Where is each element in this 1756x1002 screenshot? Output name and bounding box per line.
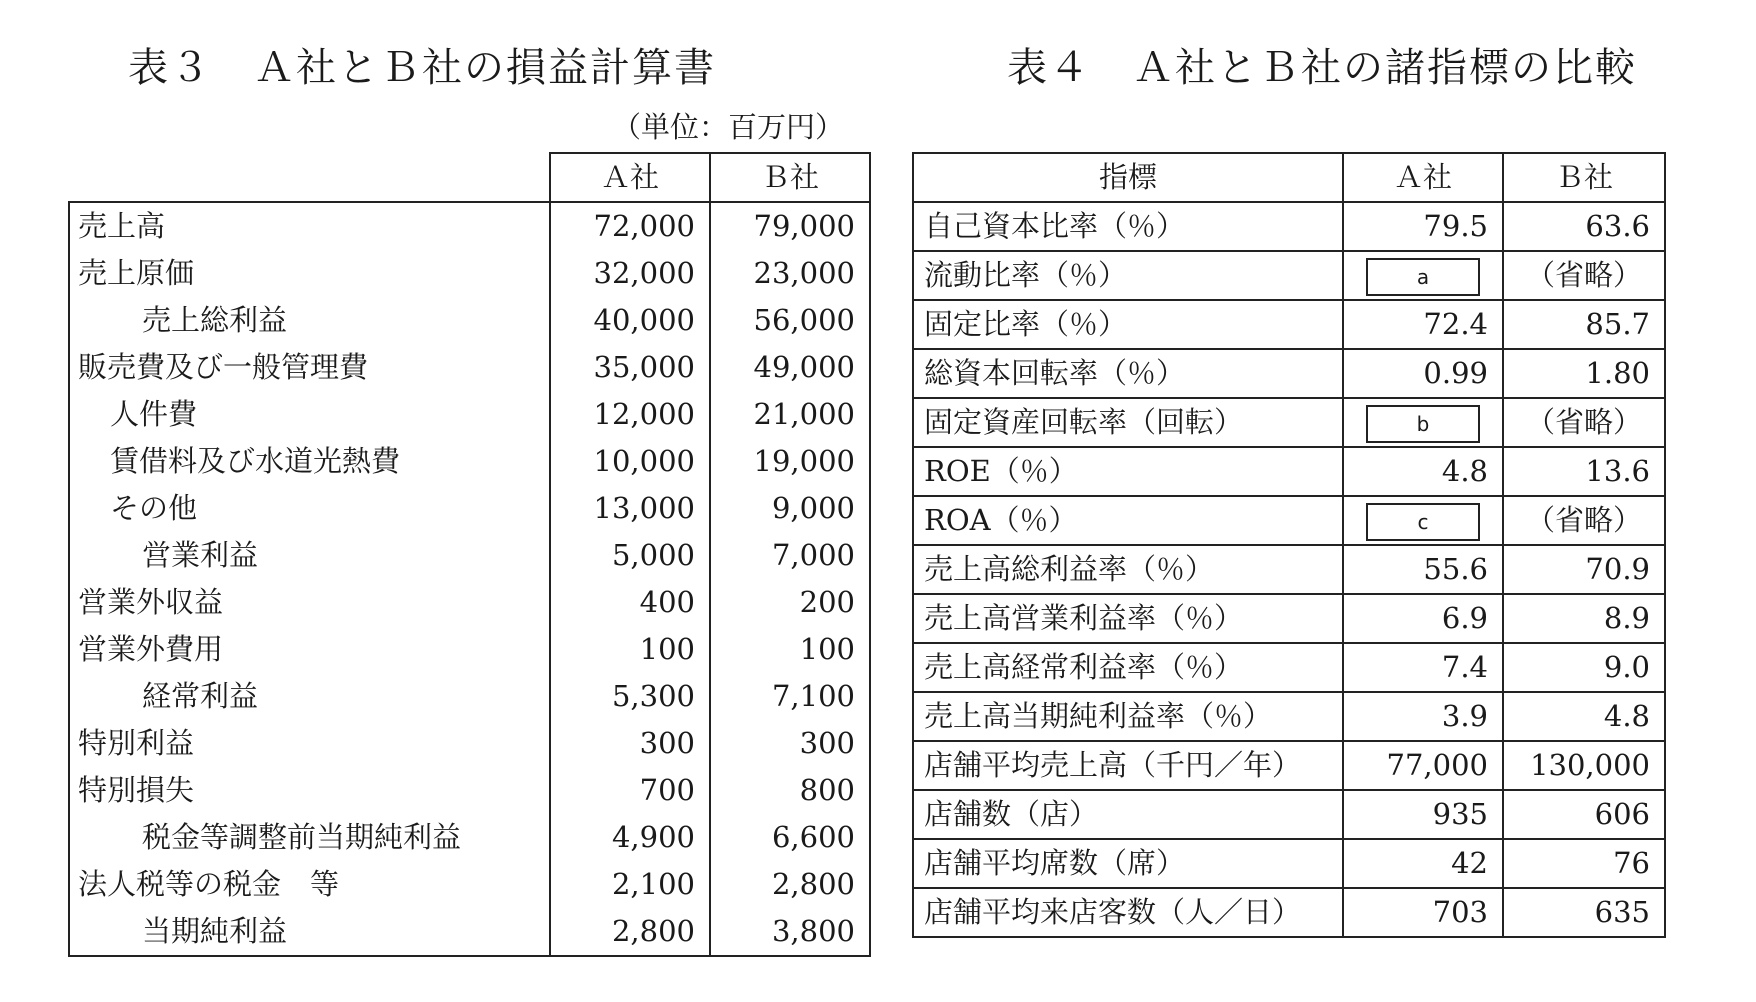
- table3-row: [69, 391, 870, 438]
- table4-value-b: （省略）: [1503, 496, 1665, 545]
- table3-value-b: 21,000: [710, 391, 870, 438]
- answer-blank-box: c: [1366, 503, 1480, 541]
- table4-row-label: 固定資産回転率（回転）: [913, 398, 1343, 447]
- table4-row-label: 店舗数（店）: [913, 790, 1343, 839]
- table3-unit-label: （単位：百万円）: [612, 110, 845, 144]
- table3-value-a: 700: [550, 767, 710, 814]
- table4-value-a: 72.4: [1343, 300, 1503, 349]
- table4-value-b: 70.9: [1503, 545, 1665, 594]
- table4-value-b: （省略）: [1503, 398, 1665, 447]
- table4-row-label: ROA（％）: [913, 496, 1343, 545]
- table4-value-a: 6.9: [1343, 594, 1503, 643]
- table3-row-label: 賃借料及び水道光熱費: [69, 438, 550, 485]
- table4-row-label: 流動比率（％）: [913, 251, 1343, 300]
- table3-row-label: 経常利益: [69, 673, 550, 720]
- table3-value-a: 40,000: [550, 297, 710, 344]
- table3-row-label: 法人税等の税金 等: [69, 861, 550, 908]
- table4-row: [913, 790, 1665, 839]
- table4-body: [913, 202, 1665, 937]
- table3-row: [69, 579, 870, 626]
- table4-row-label: 売上高当期純利益率（％）: [913, 692, 1343, 741]
- table4-value-a: 3.9: [1343, 692, 1503, 741]
- table4-row: [913, 545, 1665, 594]
- table3-row-label: 売上原価: [69, 250, 550, 297]
- table3-row: [69, 908, 870, 956]
- table4-value-b: 4.8: [1503, 692, 1665, 741]
- table3-value-a: 2,100: [550, 861, 710, 908]
- table3-row-label: 販売費及び一般管理費: [69, 344, 550, 391]
- table3-row-label: 営業外収益: [69, 579, 550, 626]
- table3-value-b: 300: [710, 720, 870, 767]
- table4-row-label: 固定比率（％）: [913, 300, 1343, 349]
- table4-col-header-b: Ｂ社: [1503, 153, 1665, 202]
- table3-body: [69, 202, 870, 956]
- table4-value-b: 606: [1503, 790, 1665, 839]
- table4-row: [913, 692, 1665, 741]
- table3-row: [69, 250, 870, 297]
- table4-row: [913, 839, 1665, 888]
- table4-row-label: 自己資本比率（％）: [913, 202, 1343, 251]
- table3-value-b: 9,000: [710, 485, 870, 532]
- table4-row: [913, 251, 1665, 300]
- table4-row: [913, 447, 1665, 496]
- table3-value-b: 800: [710, 767, 870, 814]
- table3-row-label: 売上総利益: [69, 297, 550, 344]
- table4-row: [913, 594, 1665, 643]
- table3-value-a: 2,800: [550, 908, 710, 956]
- table3-value-a: 5,000: [550, 532, 710, 579]
- table4-value-b: （省略）: [1503, 251, 1665, 300]
- table3-title: 表３ Ａ社とＢ社の損益計算書: [128, 45, 716, 91]
- table3-row: [69, 202, 870, 250]
- table3-value-b: 2,800: [710, 861, 870, 908]
- table4-value-b: 8.9: [1503, 594, 1665, 643]
- table4-value-a: [1343, 398, 1503, 447]
- table4-row-label: 売上高営業利益率（％）: [913, 594, 1343, 643]
- table4-value-b: 13.6: [1503, 447, 1665, 496]
- table4-value-a: 77,000: [1343, 741, 1503, 790]
- table4-row: [913, 300, 1665, 349]
- table4-value-a: 7.4: [1343, 643, 1503, 692]
- table3-row: [69, 532, 870, 579]
- table4-value-b: 85.7: [1503, 300, 1665, 349]
- table4-value-a: 79.5: [1343, 202, 1503, 251]
- table3-row: [69, 297, 870, 344]
- table4-col-header-a: Ａ社: [1343, 153, 1503, 202]
- answer-blank-box: b: [1366, 405, 1480, 443]
- table4-row: [913, 349, 1665, 398]
- table4-title: 表４ Ａ社とＢ社の諸指標の比較: [1007, 45, 1637, 91]
- table3-value-b: 79,000: [710, 202, 870, 250]
- table3-value-b: 49,000: [710, 344, 870, 391]
- table4-row-label: 売上高総利益率（％）: [913, 545, 1343, 594]
- table3-value-a: 13,000: [550, 485, 710, 532]
- table4-value-a: 703: [1343, 888, 1503, 937]
- table3-row: [69, 626, 870, 673]
- table4-value-a: 4.8: [1343, 447, 1503, 496]
- table3-row: [69, 814, 870, 861]
- table3-row-label: 人件費: [69, 391, 550, 438]
- table3-row: [69, 485, 870, 532]
- income-statement-table: [68, 152, 871, 957]
- table3-value-b: 3,800: [710, 908, 870, 956]
- table4-value-a: 55.6: [1343, 545, 1503, 594]
- table3-value-a: 72,000: [550, 202, 710, 250]
- table3-value-a: 35,000: [550, 344, 710, 391]
- table3-value-a: 4,900: [550, 814, 710, 861]
- table3-value-a: 12,000: [550, 391, 710, 438]
- table3-row-label: その他: [69, 485, 550, 532]
- table3-value-a: 10,000: [550, 438, 710, 485]
- table3-value-b: 6,600: [710, 814, 870, 861]
- table4-value-b: 1.80: [1503, 349, 1665, 398]
- table3-value-b: 56,000: [710, 297, 870, 344]
- table4-value-b: 76: [1503, 839, 1665, 888]
- table4-row-label: 店舗平均席数（席）: [913, 839, 1343, 888]
- table3-value-b: 200: [710, 579, 870, 626]
- table3-row-label: 特別利益: [69, 720, 550, 767]
- table3-value-a: 32,000: [550, 250, 710, 297]
- table3-col-header-a: Ａ社: [550, 153, 710, 202]
- table3-row: [69, 861, 870, 908]
- table4-row-label: 売上高経常利益率（％）: [913, 643, 1343, 692]
- table4-value-b: 130,000: [1503, 741, 1665, 790]
- table4-value-a: [1343, 251, 1503, 300]
- table3-row-label: 当期純利益: [69, 908, 550, 956]
- table4-value-a: [1343, 496, 1503, 545]
- table4-col-header-indicator: 指標: [913, 153, 1343, 202]
- table4-row: [913, 496, 1665, 545]
- table4-row: [913, 398, 1665, 447]
- table4-row-label: 店舗平均売上高（千円／年）: [913, 741, 1343, 790]
- table4-row-label: ROE（％）: [913, 447, 1343, 496]
- table3-value-b: 23,000: [710, 250, 870, 297]
- table3-col-header-b: Ｂ社: [710, 153, 870, 202]
- table3-row: [69, 767, 870, 814]
- table3-value-a: 400: [550, 579, 710, 626]
- table4-row: [913, 643, 1665, 692]
- table3-value-a: 100: [550, 626, 710, 673]
- indicator-comparison-table: [912, 152, 1666, 938]
- table3-row: [69, 438, 870, 485]
- table4-value-b: 9.0: [1503, 643, 1665, 692]
- table3-row-label: 税金等調整前当期純利益: [69, 814, 550, 861]
- table4-value-b: 63.6: [1503, 202, 1665, 251]
- table3-value-b: 7,100: [710, 673, 870, 720]
- table3-row: [69, 673, 870, 720]
- table4-value-a: 42: [1343, 839, 1503, 888]
- table3-row: [69, 344, 870, 391]
- table3-value-b: 19,000: [710, 438, 870, 485]
- table3-value-b: 7,000: [710, 532, 870, 579]
- table3-row-label: 売上高: [69, 202, 550, 250]
- table3-row-label: 営業外費用: [69, 626, 550, 673]
- table4-value-a: 0.99: [1343, 349, 1503, 398]
- table4-value-b: 635: [1503, 888, 1665, 937]
- table3-row-label: 特別損失: [69, 767, 550, 814]
- table4-row: [913, 888, 1665, 937]
- table4-row: [913, 741, 1665, 790]
- table3-row: [69, 720, 870, 767]
- answer-blank-box: a: [1366, 258, 1480, 296]
- table4-value-a: 935: [1343, 790, 1503, 839]
- table4-row-label: 店舗平均来店客数（人／日）: [913, 888, 1343, 937]
- table3-row-label: 営業利益: [69, 532, 550, 579]
- table3-value-b: 100: [710, 626, 870, 673]
- table3-value-a: 5,300: [550, 673, 710, 720]
- table3-value-a: 300: [550, 720, 710, 767]
- table3-corner: [69, 153, 550, 202]
- table4-row-label: 総資本回転率（％）: [913, 349, 1343, 398]
- table4-row: [913, 202, 1665, 251]
